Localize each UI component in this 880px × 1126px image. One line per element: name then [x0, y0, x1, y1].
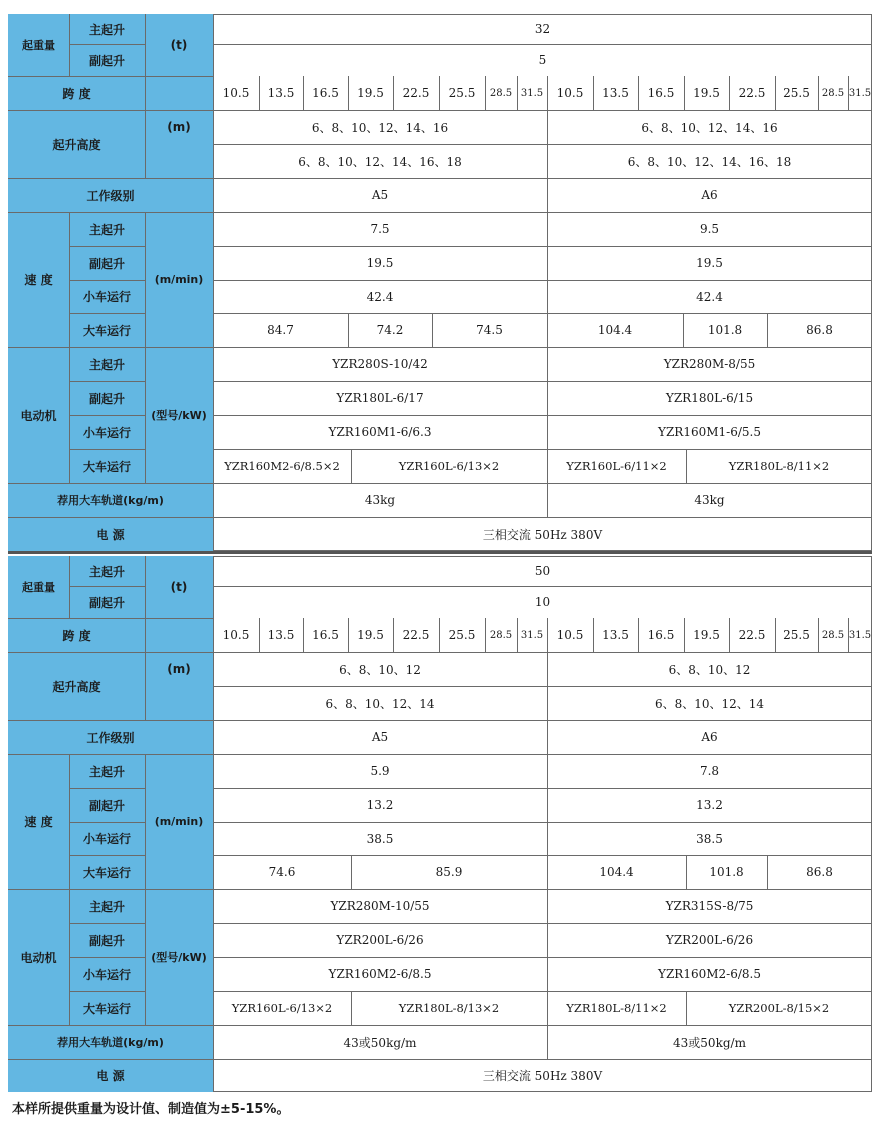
- span-value: 28.5: [489, 87, 513, 99]
- motor-crane-label: 大车运行: [69, 991, 145, 1025]
- grid-line: [303, 76, 304, 110]
- motor-main-label: 主起升: [69, 347, 145, 381]
- grid-line: [767, 313, 768, 347]
- motor-crane-value: YZR180L-8/11×2: [728, 459, 830, 473]
- motor-main-a5: YZR280S-10/42: [332, 357, 428, 371]
- speed-aux-a5: 13.2: [366, 798, 394, 812]
- span-value: 16.5: [647, 628, 675, 642]
- grid-line: [547, 76, 548, 110]
- motor-main-a5: YZR280M-10/55: [330, 899, 430, 913]
- motor-crane-value: YZR160L-6/13×2: [398, 459, 500, 473]
- speed-trolley-a6: 42.4: [696, 289, 723, 304]
- span-value: 16.5: [312, 86, 339, 100]
- speed-main-a6: 9.5: [699, 222, 720, 236]
- unit-m: (m): [145, 618, 213, 720]
- grid-line: [547, 889, 548, 1059]
- grid-line: [69, 822, 145, 823]
- grid-line: [8, 110, 213, 111]
- grid-line: [485, 618, 486, 652]
- grid-line: [8, 652, 213, 653]
- motor-aux-label: 副起升: [69, 381, 145, 415]
- grid-line: [8, 483, 213, 484]
- speed-crane-value: 86.8: [806, 865, 833, 879]
- load-label: 起重量: [8, 14, 69, 76]
- lift-height-aux-a5: 6、8、10、12、14: [325, 696, 435, 711]
- span-value: 25.5: [783, 86, 810, 100]
- rail-label: 荐用大车轨道(kg/m): [8, 1025, 213, 1059]
- motor-aux-a6: YZR180L-6/15: [665, 391, 754, 405]
- grid-line: [213, 144, 872, 145]
- motor-crane-value: YZR180L-8/11×2: [566, 1001, 667, 1015]
- grid-line: [213, 686, 872, 687]
- grid-line: [686, 449, 687, 483]
- speed-aux-a5: 19.5: [366, 256, 394, 270]
- main-hoist-label: 主起升: [69, 14, 145, 44]
- grid-line: [593, 76, 594, 110]
- grid-line: [69, 280, 145, 281]
- grid-line: [69, 212, 70, 483]
- speed-trolley-a5: 38.5: [366, 831, 394, 846]
- grid-line: [547, 652, 548, 855]
- motor-aux-a5: YZR180L-6/17: [336, 391, 424, 405]
- grid-line: [8, 212, 213, 213]
- span-value: 28.5: [821, 629, 845, 641]
- grid-line: [351, 449, 352, 483]
- power-label: 电 源: [8, 517, 213, 551]
- grid-line: [547, 449, 548, 483]
- rail-a5: 43或50kg/m: [343, 1035, 417, 1050]
- grid-line: [69, 586, 145, 587]
- grid-line: [213, 178, 872, 179]
- motor-trolley-a5: YZR160M2-6/8.5: [328, 967, 432, 981]
- grid-line: [213, 280, 872, 281]
- grid-line: [818, 618, 819, 652]
- grid-line: [348, 313, 349, 347]
- motor-aux-a5: YZR200L-6/26: [336, 933, 424, 947]
- main-load-value: 32: [534, 22, 551, 36]
- span-value: 31.5: [520, 629, 544, 641]
- grid-line: [8, 618, 213, 619]
- speed-main-label: 主起升: [69, 754, 145, 788]
- motor-trolley-label: 小车运行: [69, 415, 145, 449]
- grid-line: [547, 855, 548, 889]
- unit-m: (m): [145, 76, 213, 178]
- motor-crane-value: YZR200L-8/15×2: [728, 1001, 830, 1015]
- span-value: 31.5: [848, 87, 872, 99]
- speed-crane-label: 大车运行: [69, 313, 145, 347]
- grid-line: [351, 855, 352, 889]
- grid-line: [213, 754, 872, 755]
- grid-line: [729, 618, 730, 652]
- speed-crane-value: 84.7: [267, 323, 294, 337]
- grid-line: [351, 991, 352, 1025]
- motor-trolley-a5: YZR160M1-6/6.3: [328, 425, 432, 439]
- span-value: 19.5: [357, 628, 384, 642]
- span-value: 16.5: [647, 86, 675, 100]
- work-class-a5: A5: [371, 730, 389, 744]
- grid-line: [686, 855, 687, 889]
- grid-line: [547, 991, 548, 1025]
- span-value: 13.5: [267, 628, 295, 642]
- speed-trolley-label: 小车运行: [69, 280, 145, 313]
- span-value: 10.5: [556, 86, 584, 100]
- unit-motor: (型号/kW): [145, 347, 213, 483]
- span-value: 25.5: [448, 628, 476, 642]
- grid-line: [213, 720, 872, 721]
- speed-label: 速 度: [8, 212, 69, 347]
- grid-line: [848, 76, 849, 110]
- power-label: 电 源: [8, 1059, 213, 1092]
- grid-line: [547, 618, 548, 652]
- grid-line: [213, 991, 214, 1025]
- speed-aux-label: 副起升: [69, 246, 145, 280]
- grid-line: [818, 76, 819, 110]
- speed-label: 速 度: [8, 754, 69, 889]
- grid-line: [69, 449, 145, 450]
- main-load-value: 50: [534, 564, 551, 578]
- lift-height-main-a5: 6、8、10、12、14、16: [311, 120, 449, 135]
- grid-line: [213, 923, 872, 924]
- motor-label: 电动机: [8, 347, 69, 483]
- motor-aux-label: 副起升: [69, 923, 145, 957]
- grid-line: [145, 754, 146, 1025]
- span-value: 16.5: [312, 628, 339, 642]
- speed-main-a5: 5.9: [370, 764, 390, 778]
- grid-line: [213, 788, 872, 789]
- span-value: 13.5: [267, 86, 295, 100]
- speed-aux-a6: 19.5: [696, 256, 723, 270]
- grid-line: [8, 1059, 213, 1060]
- span-value: 25.5: [448, 86, 476, 100]
- grid-line: [69, 313, 145, 314]
- rail-a5: 43kg: [364, 493, 396, 507]
- rail-label: 荐用大车轨道(kg/m): [8, 483, 213, 517]
- motor-label: 电动机: [8, 889, 69, 1025]
- speed-main-label: 主起升: [69, 212, 145, 246]
- speed-aux-a6: 13.2: [696, 798, 723, 812]
- unit-t: (t): [145, 14, 213, 76]
- grid-line: [213, 586, 872, 587]
- grid-line: [213, 652, 872, 653]
- grid-line: [69, 923, 145, 924]
- motor-crane-value: YZR160M2-6/8.5×2: [224, 459, 340, 473]
- grid-line: [213, 1025, 872, 1026]
- span-value: 13.5: [602, 628, 629, 642]
- unit-motor: (型号/kW): [145, 889, 213, 1025]
- lift-height-aux-a6: 6、8、10、12、14: [654, 696, 765, 711]
- power-value: 三相交流 50Hz 380V: [482, 1069, 603, 1083]
- grid-line: [638, 618, 639, 652]
- speed-crane-value: 101.8: [709, 865, 744, 879]
- grid-line: [8, 76, 213, 77]
- grid-line: [213, 483, 872, 484]
- grid-line: [593, 618, 594, 652]
- grid-line: [213, 957, 872, 958]
- motor-trolley-a6: YZR160M2-6/8.5: [658, 967, 761, 981]
- lift-height-main-a6: 6、8、10、12、14、16: [641, 120, 778, 135]
- motor-crane-value: YZR160L-6/11×2: [566, 459, 667, 473]
- motor-crane-label: 大车运行: [69, 449, 145, 483]
- grid-line: [8, 889, 213, 890]
- grid-line: [686, 991, 687, 1025]
- span-value: 31.5: [520, 87, 544, 99]
- grid-line: [213, 855, 214, 889]
- motor-trolley-label: 小车运行: [69, 957, 145, 991]
- speed-crane-value: 74.6: [268, 865, 296, 879]
- grid-line: [547, 313, 548, 347]
- grid-line: [303, 618, 304, 652]
- span-value: 25.5: [783, 628, 810, 642]
- grid-line: [517, 76, 518, 110]
- lift-height-label: 起升高度: [8, 652, 145, 720]
- grid-line: [69, 991, 145, 992]
- speed-crane-value: 104.4: [597, 323, 633, 337]
- grid-line: [638, 76, 639, 110]
- unit-speed: (m/min): [145, 754, 213, 889]
- rail-a6: 43kg: [694, 493, 725, 507]
- grid-line: [69, 415, 145, 416]
- grid-line: [69, 855, 145, 856]
- grid-line: [775, 618, 776, 652]
- grid-line: [213, 44, 872, 45]
- span-label: 跨 度: [8, 618, 145, 652]
- motor-main-label: 主起升: [69, 889, 145, 923]
- grid-line: [213, 212, 872, 213]
- lift-height-label: 起升高度: [8, 110, 145, 178]
- grid-line: [259, 76, 260, 110]
- work-class-a6: A6: [701, 730, 718, 744]
- footnote: 本样所提供重量为设计值、制造值为±5-15%。: [12, 1102, 290, 1117]
- motor-trolley-a6: YZR160M1-6/5.5: [658, 425, 761, 439]
- grid-line: [8, 720, 213, 721]
- grid-line: [547, 347, 548, 517]
- span-value: 19.5: [693, 86, 720, 100]
- grid-line: [432, 313, 433, 347]
- grid-line: [729, 76, 730, 110]
- speed-trolley-a6: 38.5: [696, 831, 723, 846]
- grid-line: [69, 556, 70, 618]
- grid-line: [393, 76, 394, 110]
- speed-crane-value: 101.8: [707, 323, 743, 337]
- speed-trolley-a5: 42.4: [366, 289, 394, 304]
- span-value: 22.5: [738, 86, 766, 100]
- grid-line: [69, 381, 145, 382]
- motor-crane-value: YZR160L-6/13×2: [231, 1001, 333, 1015]
- grid-line: [213, 381, 872, 382]
- span-label: 跨 度: [8, 76, 145, 110]
- unit-speed: (m/min): [145, 212, 213, 347]
- work-class-a5: A5: [371, 188, 389, 202]
- grid-line: [8, 517, 213, 518]
- span-value: 19.5: [357, 86, 384, 100]
- grid-line: [145, 212, 146, 483]
- grid-line: [145, 14, 146, 178]
- span-value: 28.5: [489, 629, 513, 641]
- motor-main-a6: YZR280M-8/55: [663, 357, 756, 371]
- grid-line: [213, 110, 872, 111]
- grid-line: [439, 76, 440, 110]
- work-class-label: 工作级别: [8, 720, 213, 754]
- grid-line: [259, 618, 260, 652]
- speed-main-a5: 7.5: [370, 222, 390, 236]
- grid-line: [69, 14, 70, 76]
- speed-crane-value: 74.2: [376, 323, 404, 337]
- grid-line: [684, 618, 685, 652]
- grid-line: [683, 313, 684, 347]
- lift-height-aux-a6: 6、8、10、12、14、16、18: [627, 154, 792, 169]
- motor-crane-value: YZR180L-8/13×2: [398, 1001, 500, 1015]
- grid-line: [213, 313, 214, 347]
- grid-line: [393, 618, 394, 652]
- grid-line: [69, 788, 145, 789]
- aux-load-value: 5: [538, 53, 547, 67]
- work-class-a6: A6: [701, 188, 718, 202]
- motor-main-a6: YZR315S-8/75: [665, 899, 754, 913]
- section-separator: [8, 551, 872, 554]
- grid-line: [213, 415, 872, 416]
- aux-load-value: 10: [534, 595, 551, 609]
- speed-aux-label: 副起升: [69, 788, 145, 822]
- grid-line: [69, 246, 145, 247]
- span-value: 10.5: [556, 628, 584, 642]
- motor-aux-a6: YZR200L-6/26: [665, 933, 754, 947]
- grid-line: [439, 618, 440, 652]
- grid-line: [775, 76, 776, 110]
- span-value: 28.5: [821, 87, 845, 99]
- speed-main-a6: 7.8: [699, 764, 720, 778]
- work-class-label: 工作级别: [8, 178, 213, 212]
- speed-crane-value: 104.4: [599, 865, 634, 879]
- speed-crane-value: 85.9: [435, 865, 463, 879]
- lift-height-aux-a5: 6、8、10、12、14、16、18: [298, 154, 462, 169]
- unit-t: (t): [145, 556, 213, 618]
- lift-height-main-a6: 6、8、10、12: [668, 662, 751, 677]
- aux-hoist-label: 副起升: [69, 586, 145, 618]
- span-value: 19.5: [693, 628, 720, 642]
- span-value: 22.5: [738, 628, 766, 642]
- power-value: 三相交流 50Hz 380V: [482, 527, 603, 542]
- main-hoist-label: 主起升: [69, 556, 145, 586]
- lift-height-main-a5: 6、8、10、12: [339, 662, 421, 677]
- grid-line: [69, 957, 145, 958]
- speed-trolley-label: 小车运行: [69, 822, 145, 855]
- grid-line: [213, 449, 214, 483]
- grid-line: [348, 618, 349, 652]
- grid-line: [767, 855, 768, 889]
- grid-line: [213, 889, 872, 890]
- load-label: 起重量: [8, 556, 69, 618]
- span-value: 22.5: [402, 628, 430, 642]
- grid-line: [8, 1025, 213, 1026]
- grid-line: [517, 618, 518, 652]
- grid-line: [8, 178, 213, 179]
- span-value: 10.5: [222, 86, 250, 100]
- span-value: 22.5: [402, 86, 430, 100]
- grid-line: [8, 347, 213, 348]
- grid-line: [213, 246, 872, 247]
- grid-line: [213, 822, 872, 823]
- grid-line: [684, 76, 685, 110]
- grid-line: [69, 44, 145, 45]
- grid-line: [213, 347, 872, 348]
- grid-line: [348, 76, 349, 110]
- speed-crane-value: 86.8: [806, 323, 833, 337]
- span-value: 10.5: [222, 628, 250, 642]
- grid-line: [69, 754, 70, 1025]
- aux-hoist-label: 副起升: [69, 44, 145, 76]
- grid-line: [145, 556, 146, 720]
- speed-crane-value: 74.5: [476, 323, 503, 337]
- rail-a6: 43或50kg/m: [673, 1035, 746, 1050]
- grid-line: [485, 76, 486, 110]
- grid-line: [547, 110, 548, 313]
- span-value: 31.5: [848, 629, 872, 641]
- grid-line: [8, 754, 213, 755]
- speed-crane-label: 大车运行: [69, 855, 145, 889]
- grid-line: [848, 618, 849, 652]
- span-value: 13.5: [602, 86, 629, 100]
